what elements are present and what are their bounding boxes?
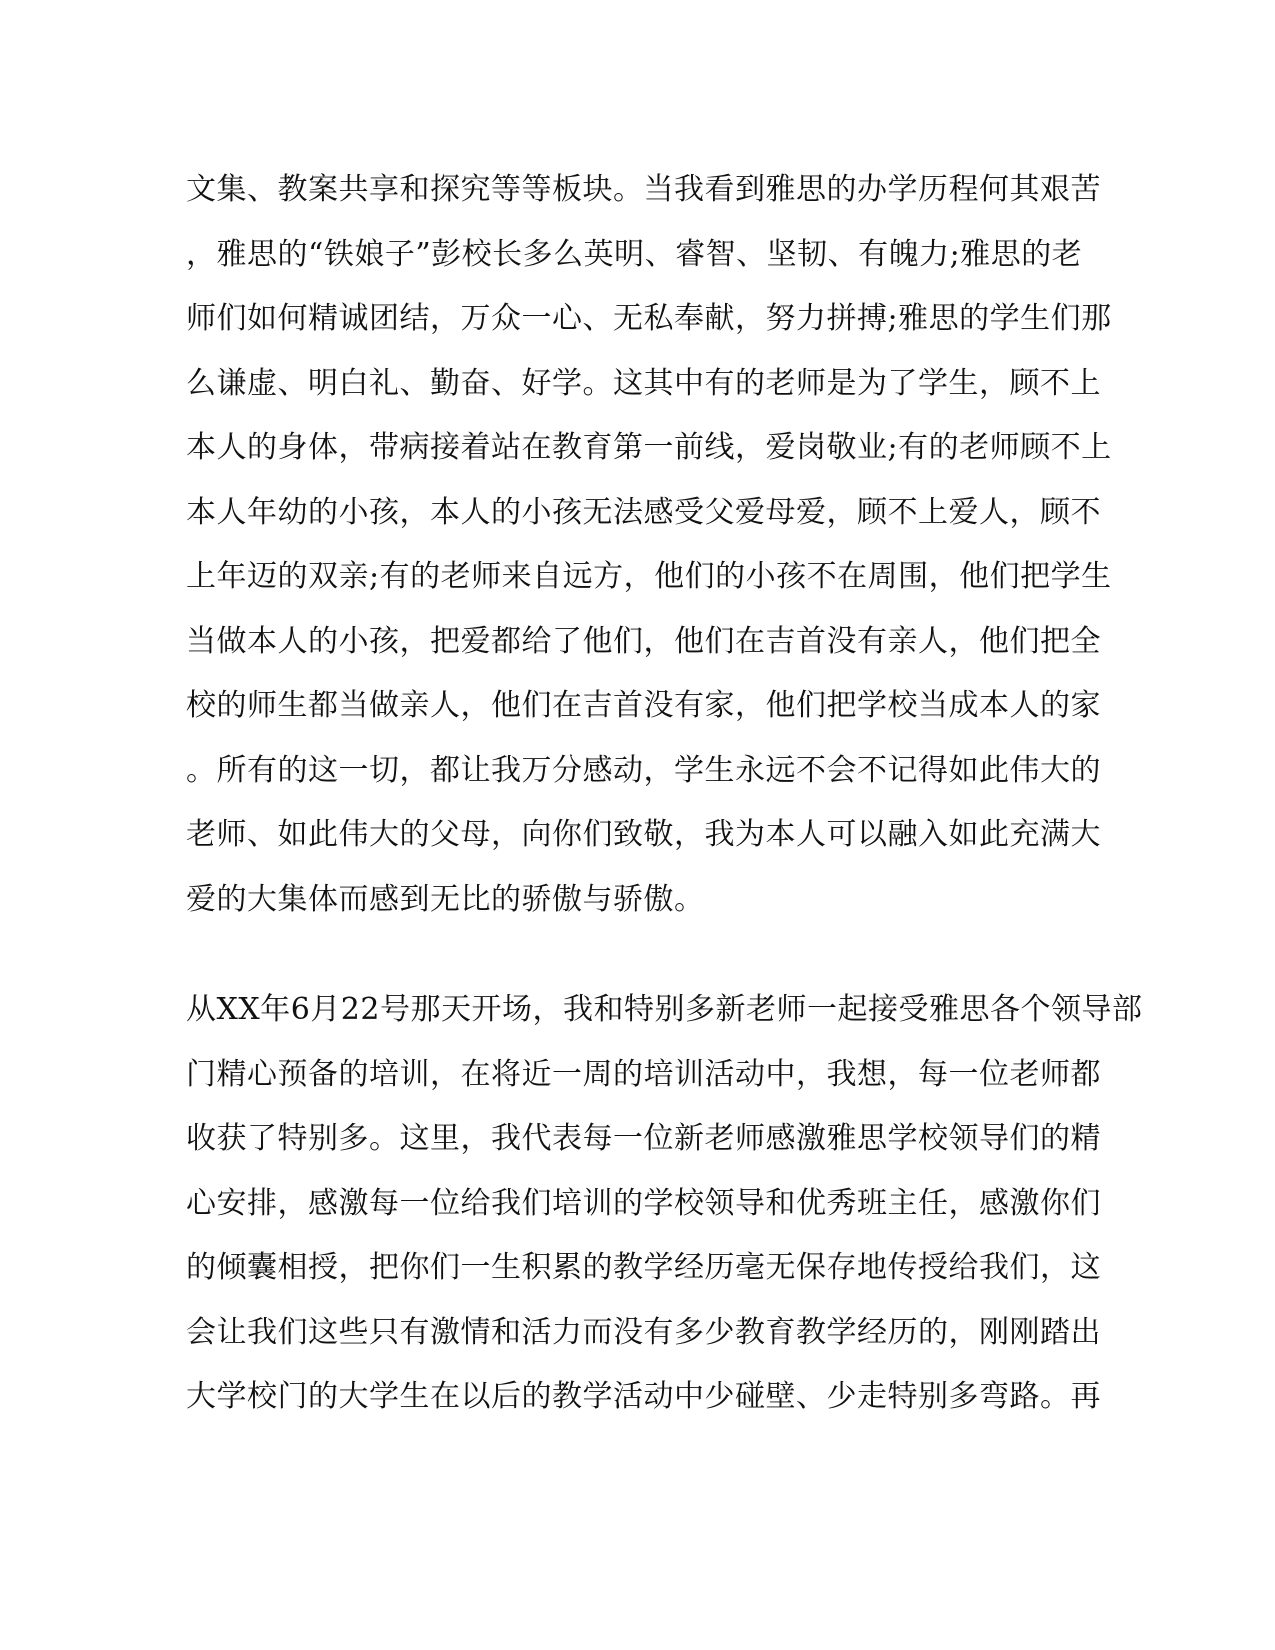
text-line: 的倾囊相授，把你们一生积累的教学经历毫无保存地传授给我们，这 xyxy=(186,1250,1101,1285)
text-line: 当做本人的小孩，把爱都给了他们，他们在吉首没有亲人，他们把全 xyxy=(186,623,1101,659)
text-line: 。所有的这一切，都让我万分感动，学生永远不会不记得如此伟大的 xyxy=(186,752,1101,788)
paragraph-2 xyxy=(186,978,1143,1430)
text-line: 门精心预备的培训，在将近一周的培训活动中，我想，每一位老师都 xyxy=(186,1056,1101,1092)
text-line: 会让我们这些只有激情和活力而没有多少教育教学经历的，刚刚踏出 xyxy=(186,1314,1101,1350)
text-line: 本人年幼的小孩，本人的小孩无法感受父爱母爱，顾不上爱人，顾不 xyxy=(186,494,1101,530)
text-line: 心安排，感激每一位给我们培训的学校领导和优秀班主任，感激你们 xyxy=(186,1185,1101,1221)
text-line: 从XX年6月22号那天开场，我和特别多新老师一起接受雅思各个领导部 xyxy=(186,992,1143,1027)
text-line: 上年迈的双亲;有的老师来自远方，他们的小孩不在周围，他们把学生 xyxy=(186,559,1112,594)
text-line: 么谦虚、明白礼、勤奋、好学。这其中有的老师是为了学生，顾不上 xyxy=(186,365,1101,401)
paragraph-1 xyxy=(186,158,1112,932)
text-line: 爱的大集体而感到无比的骄傲与骄傲。 xyxy=(186,881,705,917)
text-line: ，雅思的“铁娘子”彭校长多么英明、睿智、坚韧、有魄力;雅思的老 xyxy=(186,236,1083,272)
text-line: 大学校门的大学生在以后的教学活动中少碰壁、少走特别多弯路。再 xyxy=(186,1379,1101,1414)
text-line: 师们如何精诚团结，万众一心、无私奉献，努力拼搏;雅思的学生们那 xyxy=(186,301,1112,336)
text-line: 校的师生都当做亲人，他们在吉首没有家，他们把学校当成本人的家 xyxy=(186,688,1101,723)
text-line: 老师、如此伟大的父母，向你们致敬，我为本人可以融入如此充满大 xyxy=(186,817,1101,852)
text-line: 本人的身体，带病接着站在教育第一前线，爱岗敬业;有的老师顾不上 xyxy=(186,430,1112,465)
text-line: 文集、教案共享和探究等等板块。当我看到雅思的办学历程何其艰苦 xyxy=(186,172,1101,207)
text-line: 收获了特别多。这里，我代表每一位新老师感激雅思学校领导们的精 xyxy=(186,1121,1101,1156)
